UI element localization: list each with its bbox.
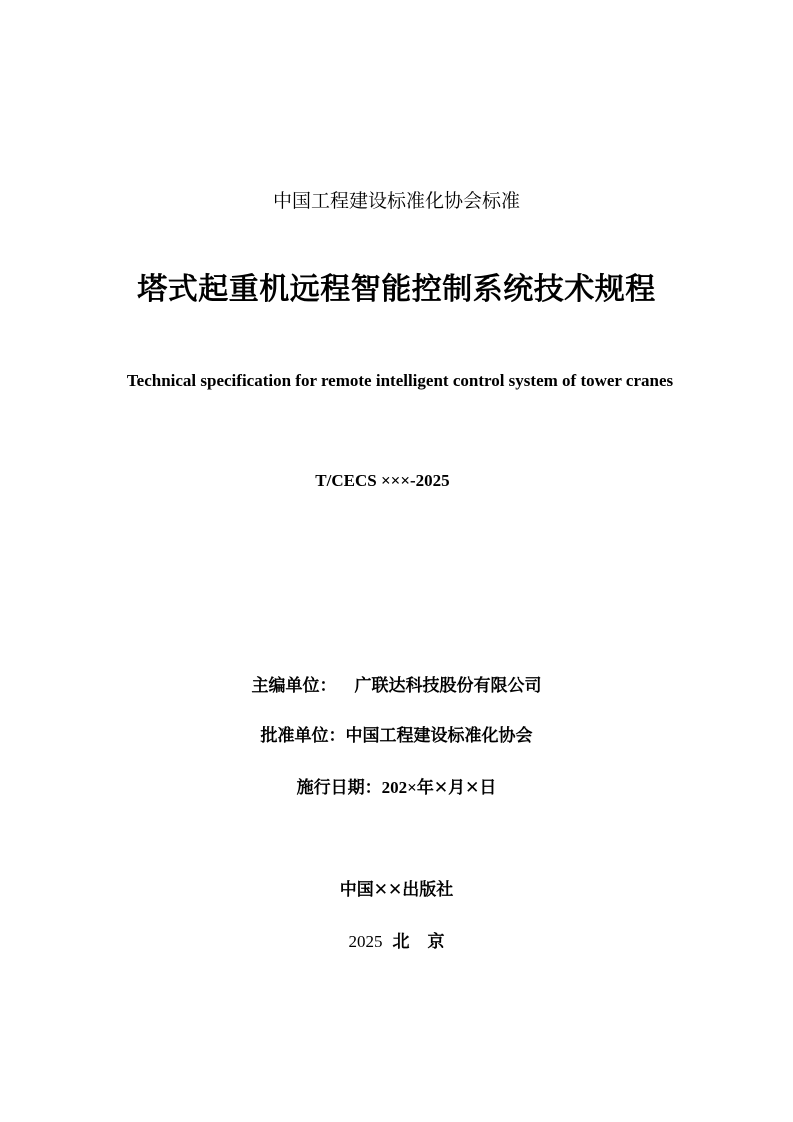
publication-place-row (0, 927, 793, 952)
publication-city-char-1: 北 (392, 932, 410, 952)
document-title-english: Technical specification for remote intelligent control system of tower cranes (126, 371, 674, 390)
approver-label: 批准单位： (260, 726, 346, 746)
effective-date-row (0, 773, 793, 798)
effective-date-rest: 年✕月✕日 (416, 778, 497, 798)
effective-date-year: 202× (381, 778, 417, 797)
chief-editor-label: 主编单位： (251, 676, 337, 696)
chief-editor-value: 广联达科技股份有限公司 (354, 676, 542, 696)
document-title-chinese: 塔式起重机远程智能控制系统技术规程 (137, 272, 656, 307)
publication-city-char-2: 京 (427, 932, 445, 952)
standard-code: T/CECS ×××-2025 (315, 471, 450, 490)
publisher: 中国✕✕出版社 (339, 880, 454, 900)
effective-date-label: 施行日期： (296, 778, 382, 798)
chief-editor-row (0, 671, 793, 696)
publication-year: 2025 (348, 932, 383, 951)
issuing-association: 中国工程建设标准化协会标准 (272, 190, 520, 212)
approver-row (0, 721, 793, 746)
publication-city (393, 932, 445, 952)
approver-value: 中国工程建设标准化协会 (345, 726, 533, 746)
